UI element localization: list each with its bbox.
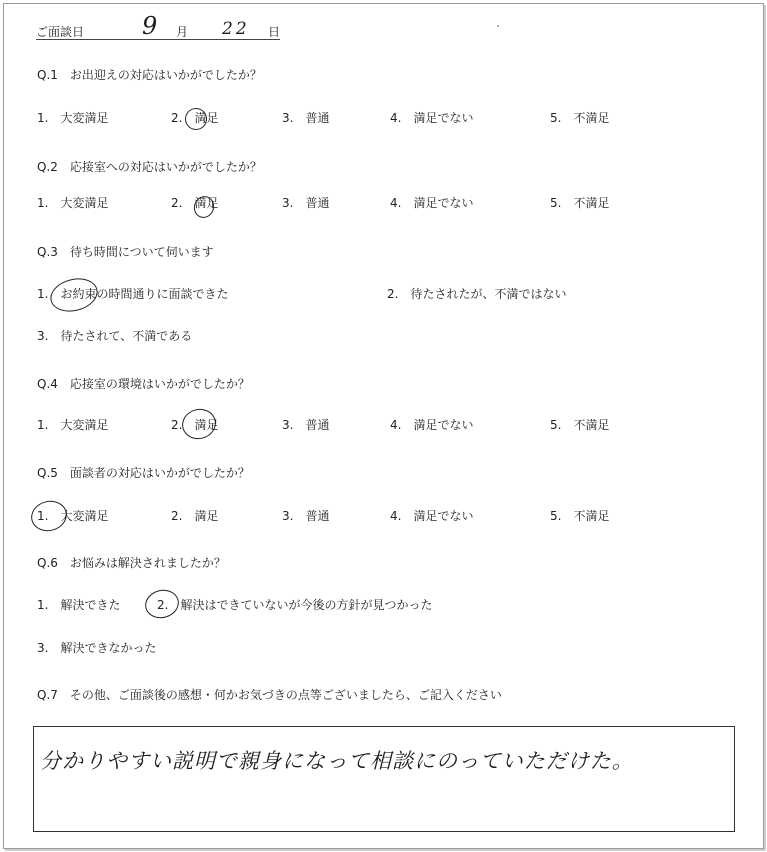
q5-option-2[interactable]: 2. 満足	[171, 509, 219, 523]
q2-option-4[interactable]: 4. 満足でない	[390, 196, 474, 210]
q6-prompt: Q.6 お悩みは解決されましたか？	[37, 556, 226, 570]
scan-speck	[497, 25, 499, 27]
q1-option-5[interactable]: 5. 不満足	[550, 111, 610, 125]
q2-option-2[interactable]: 2. 満足	[171, 196, 219, 210]
q3-option-3[interactable]: 3. 待たされて、不満である	[37, 329, 193, 343]
q5-option-4[interactable]: 4. 満足でない	[390, 509, 474, 523]
date-underline	[36, 39, 280, 40]
q4-option-5[interactable]: 5. 不満足	[550, 418, 610, 432]
q4-option-2[interactable]: 2. 満足	[171, 418, 219, 432]
q7-prompt: Q.7 その他、ご面談後の感想・何かお気づきの点等ございましたら、ご記入ください	[37, 688, 502, 702]
q6-option-1[interactable]: 1. 解決できた	[37, 598, 121, 612]
q4-option-3[interactable]: 3. 普通	[282, 418, 330, 432]
q1-option-3[interactable]: 3. 普通	[282, 111, 330, 125]
survey-sheet	[3, 3, 764, 849]
q1-prompt: Q.1 お出迎えの対応はいかがでしたか？	[37, 68, 262, 82]
q4-option-4[interactable]: 4. 満足でない	[390, 418, 474, 432]
comment-handwriting: 分かりやすい説明で親身になって相談にのっていただけた。	[40, 749, 634, 773]
q2-option-1[interactable]: 1. 大変満足	[37, 196, 109, 210]
date-day-value: 22	[222, 19, 250, 39]
date-month-label: 月	[176, 25, 189, 39]
q2-prompt: Q.2 応接室への対応はいかがでしたか？	[37, 160, 262, 174]
q2-option-5[interactable]: 5. 不満足	[550, 196, 610, 210]
q6-option-3[interactable]: 3. 解決できなかった	[37, 641, 157, 655]
q1-option-1[interactable]: 1. 大変満足	[37, 111, 109, 125]
q5-option-3[interactable]: 3. 普通	[282, 509, 330, 523]
q5-option-1[interactable]: 1. 大変満足	[37, 509, 109, 523]
q5-prompt: Q.5 面談者の対応はいかがでしたか？	[37, 466, 250, 480]
q3-option-1[interactable]: 1. お約束の時間通りに面談できた	[37, 287, 229, 301]
date-month-value: 9	[142, 12, 158, 40]
date-label: ご面談日	[36, 25, 85, 39]
comment-box[interactable]	[33, 726, 735, 832]
q2-option-3[interactable]: 3. 普通	[282, 196, 330, 210]
q3-prompt: Q.3 待ち時間について伺います	[37, 245, 214, 259]
q4-option-1[interactable]: 1. 大変満足	[37, 418, 109, 432]
q6-option-2[interactable]: 2. 解決はできていないが今後の方針が見つかった	[157, 598, 433, 612]
q1-option-4[interactable]: 4. 満足でない	[390, 111, 474, 125]
q3-option-2[interactable]: 2. 待たされたが、不満ではない	[387, 287, 567, 301]
q1-option-2[interactable]: 2. 満足	[171, 111, 219, 125]
date-day-label: 日	[268, 25, 281, 39]
q4-prompt: Q.4 応接室の環境はいかがでしたか？	[37, 377, 250, 391]
q5-option-5[interactable]: 5. 不満足	[550, 509, 610, 523]
